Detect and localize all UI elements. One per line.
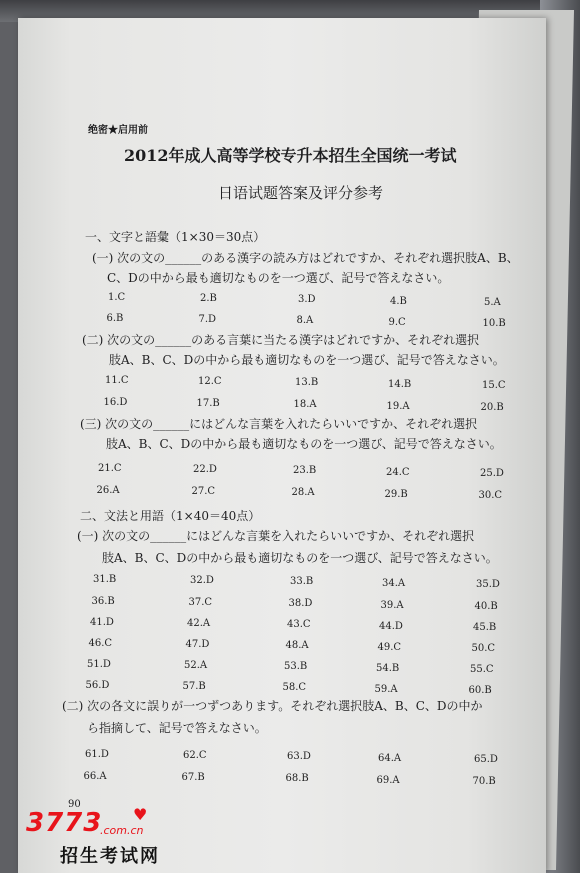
answer-item: 6.B [106, 313, 124, 324]
answer-item: 39.A [380, 599, 404, 611]
answer-item: 65.D [474, 753, 498, 765]
q5-instruction-line2: ら指摘して、記号で答えなさい。 [87, 721, 267, 735]
answer-item: 10.B [482, 317, 506, 329]
answer-item: 26.A [96, 485, 120, 496]
answer-item: 50.C [471, 642, 496, 654]
answer-item: 42.A [187, 618, 211, 630]
answer-item: 16.D [103, 397, 128, 408]
answer-item: 60.B [468, 684, 492, 696]
answer-item: 35.D [476, 578, 500, 590]
answer-item: 3.D [298, 294, 316, 306]
answer-item: 19.A [386, 400, 410, 412]
answer-item: 1.C [108, 292, 126, 303]
answer-item: 34.A [382, 577, 406, 589]
answer-item: 2.B [200, 293, 217, 305]
answer-item: 51.D [87, 659, 111, 670]
answer-item: 23.B [293, 465, 317, 477]
answer-item: 57.B [182, 681, 206, 693]
answer-item: 69.A [376, 774, 400, 786]
answer-item: 14.B [388, 378, 412, 390]
q1-instruction-line2: C、Dの中から最も適切なものを一つ選び、記号で答えなさい。 [107, 271, 450, 285]
answer-item: 47.D [185, 639, 210, 651]
answer-item: 37.C [188, 597, 213, 609]
answer-item: 15.C [482, 379, 506, 391]
answer-item: 38.D [288, 598, 313, 610]
section1-heading: 一、文字と語彙（1×30＝30点） [85, 230, 266, 244]
answer-item: 41.D [90, 617, 114, 628]
answer-item: 28.A [291, 487, 315, 499]
answer-item: 21.C [98, 463, 122, 474]
answer-item: 55.C [470, 663, 494, 675]
doc-subtitle: 日语试题答案及评分参考 [218, 184, 384, 202]
q2-instruction-line1: (二) 次の文の______のある言葉に当たる漢字はどれですか、それぞれ選択 [82, 333, 480, 347]
answer-item: 56.D [85, 680, 110, 691]
answer-item: 8.A [296, 315, 314, 327]
q2-instruction-line2: 肢A、B、C、Dの中から最も適切なものを一つ選び、記号で答えなさい。 [109, 353, 505, 367]
secret-label: 绝密★启用前 [88, 125, 148, 136]
answer-item: 48.A [285, 640, 309, 652]
answer-item: 70.B [472, 775, 496, 787]
answer-item: 11.C [105, 375, 129, 386]
answer-item: 27.C [191, 486, 216, 498]
q4-instruction-line1: (一) 次の文の______にはどんな言葉を入れたらいいですか、それぞれ選択 [77, 529, 475, 543]
watermark-domain: .com.cn [100, 824, 144, 837]
answer-item: 44.D [379, 620, 403, 632]
answer-item: 30.C [478, 489, 503, 501]
q3-instruction-line2: 肢A、B、C、Dの中から最も適切なものを一つ選び、記号で答えなさい。 [106, 437, 502, 451]
answer-item: 54.B [376, 662, 400, 674]
section2-heading: 二、文法と用語（1×40＝40点） [80, 509, 261, 523]
answer-item: 33.B [290, 576, 314, 588]
answer-item: 29.B [384, 488, 408, 500]
answer-item: 62.C [183, 750, 207, 762]
answer-item: 59.A [374, 683, 398, 695]
answer-item: 63.D [287, 751, 311, 763]
doc-title: 2012年成人高等学校专升本招生全国统一考试 [124, 146, 457, 165]
answer-item: 36.B [91, 596, 115, 607]
watermark-site-name: 招生考试网 [60, 846, 160, 867]
answer-item: 7.D [198, 314, 217, 326]
page-number: 90 [68, 799, 81, 810]
answer-item: 58.C [282, 682, 307, 694]
answer-item: 64.A [378, 752, 402, 764]
answer-item: 67.B [181, 772, 205, 784]
answer-item: 12.C [198, 376, 222, 388]
answer-item: 22.D [193, 464, 217, 476]
watermark-logo: 3773 [26, 808, 103, 838]
answer-item: 18.A [293, 399, 317, 411]
answer-item: 25.D [480, 467, 504, 479]
answer-item: 52.A [184, 660, 208, 672]
q4-instruction-line2: 肢A、B、C、Dの中から最も適切なものを一つ選び、記号で答えなさい。 [102, 551, 498, 565]
answer-item: 49.C [377, 641, 402, 653]
answer-item: 40.B [474, 600, 498, 612]
answer-item: 13.B [295, 377, 319, 389]
answer-item: 46.C [88, 638, 113, 649]
answer-item: 20.B [480, 401, 504, 413]
answer-item: 31.B [93, 574, 117, 585]
answer-item: 61.D [85, 749, 109, 760]
answer-item: 24.C [386, 466, 410, 478]
answer-item: 4.B [390, 295, 407, 307]
q5-instruction-line1: (二) 次の各文に誤りが一つずつあります。それぞれ選択肢A、B、C、Dの中か [62, 699, 483, 713]
answer-item: 43.C [287, 619, 311, 631]
q3-instruction-line1: (三) 次の文の______にはどんな言葉を入れたらいいですか、それぞれ選択 [80, 417, 478, 431]
answer-item: 45.B [473, 621, 497, 633]
answer-item: 66.A [83, 771, 107, 782]
answer-item: 68.B [285, 773, 309, 785]
answer-item: 5.A [484, 296, 501, 308]
q1-instruction-line1: (一) 次の文の______のある漢字の読み方はどれですか、それぞれ選択肢A、B、 [92, 251, 519, 265]
heart-icon: ♥ [133, 805, 148, 824]
answer-item: 9.C [388, 316, 406, 328]
answer-item: 32.D [190, 575, 214, 587]
answer-item: 17.B [196, 398, 220, 410]
answer-item: 53.B [284, 661, 308, 673]
